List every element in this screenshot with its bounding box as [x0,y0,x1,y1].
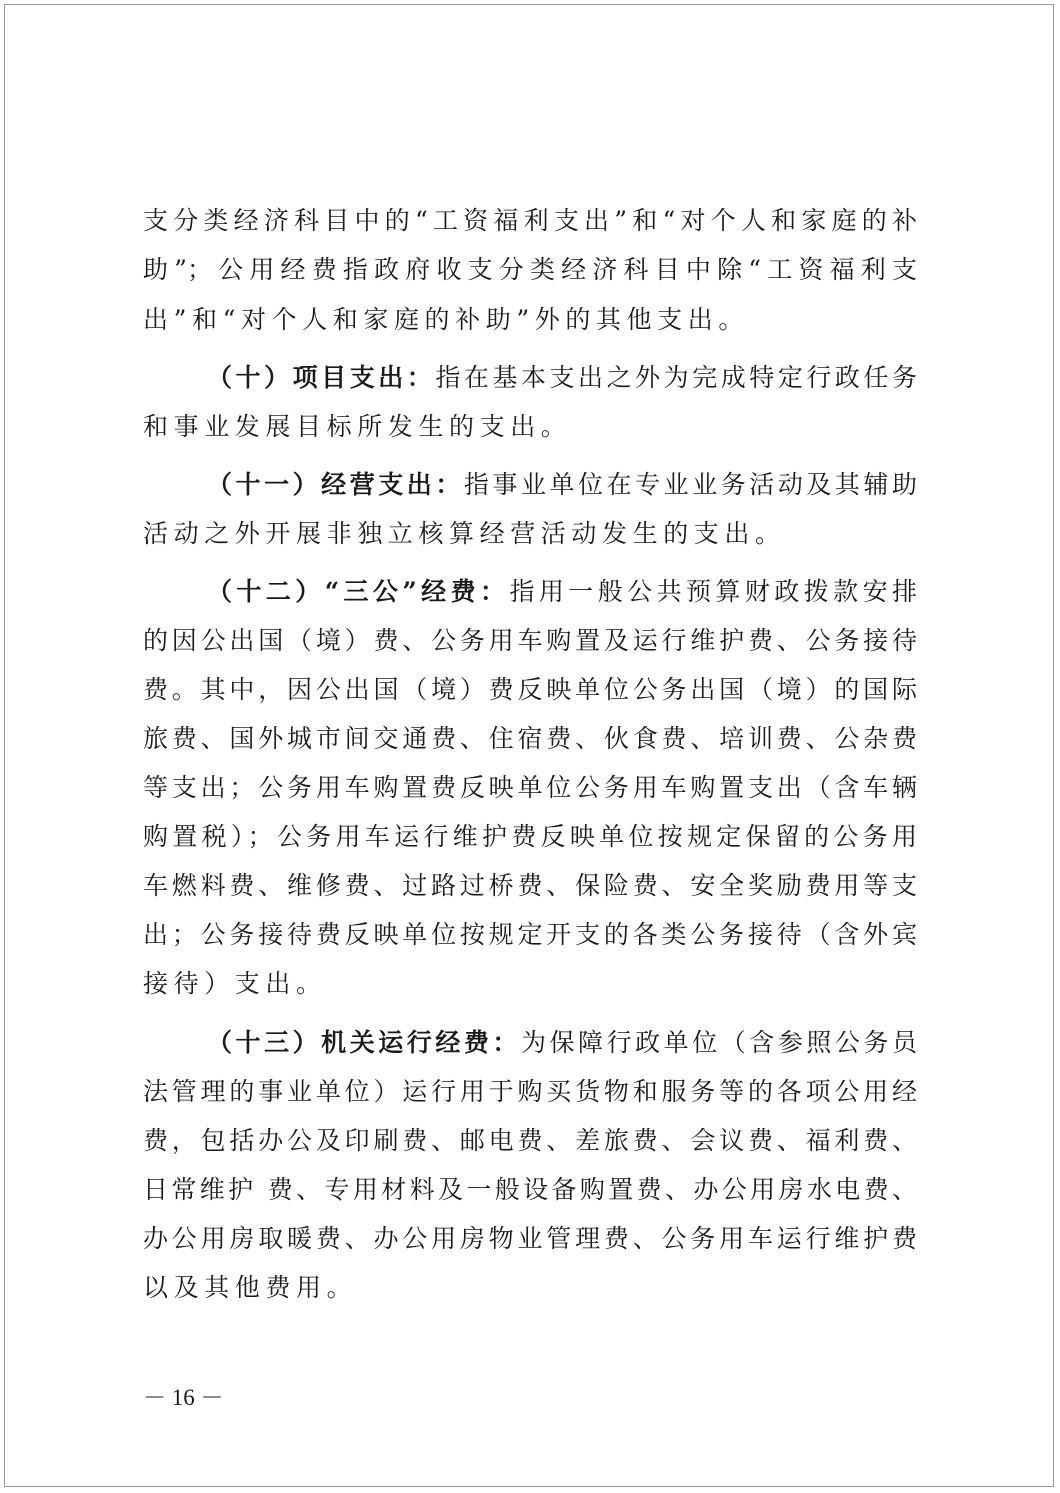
text-line: 以及其他费用。 [143,1273,358,1302]
section-heading: （十三）机关运行经费： [207,1028,521,1057]
text-line: 活动之外开展非独立核算经营活动发生的支出。 [143,519,786,548]
text-line: 旅费、国外城市间交通费、住宿费、伙食费、培训费、公杂费 [143,724,917,753]
text-line: 费。其中，因公出国（境）费反映单位公务出国（境）的国际 [143,675,917,704]
section-heading: （十）项目支出： [207,363,436,392]
text-line: 等支出；公务用车购置费反映单位公务用车购置支出（含车辆 [143,773,917,802]
text-line: 车燃料费、维修费、过路过桥费、保险费、安全奖励费用等支 [143,871,917,900]
paragraph-heading-line: （十一）经营支出：指事业单位在专业业务活动及其辅助 [207,470,917,499]
text-line: 办公用房取暖费、办公用房物业管理费、公务用车运行维护费 [143,1224,917,1253]
section-heading: （十一）经营支出： [207,470,464,499]
page-number: － 16 － [143,1385,224,1410]
text-line: 助”；公用经费指政府收支分类经济科目中除“工资福利支 [143,255,917,284]
text-line: 日常维护 费、专用材料及一般设备购置费、办公用房水电费、 [143,1175,917,1204]
text-line: 的因公出国（境）费、公务用车购置及运行维护费、公务接待 [143,626,917,655]
paragraph-heading-line: （十二）“三公”经费：指用一般公共预算财政拨款安排 [207,577,917,606]
text-line: 法管理的事业单位）运行用于购买货物和服务等的各项公用经 [143,1077,917,1106]
text-line: 支分类经济科目中的“工资福利支出”和“对个人和家庭的补 [143,206,917,235]
text-line: 和事业发展目标所发生的支出。 [143,412,572,441]
text-line: 购置税）；公务用车运行维护费反映单位按规定保留的公务用 [143,822,917,851]
paragraph-heading-line: （十三）机关运行经费：为保障行政单位（含参照公务员 [207,1028,917,1057]
text-line: 接待）支出。 [143,969,327,998]
text-line: 出”和“对个人和家庭的补助”外的其他支出。 [143,305,749,334]
section-heading: （十二）“三公”经费： [207,577,510,606]
text-line: 费，包括办公及印刷费、邮电费、差旅费、会议费、福利费、 [143,1126,917,1155]
text-line: 出；公务接待费反映单位按规定开支的各类公务接待（含外宾 [143,920,917,949]
paragraph-heading-line: （十）项目支出：指在基本支出之外为完成特定行政任务 [207,363,917,392]
